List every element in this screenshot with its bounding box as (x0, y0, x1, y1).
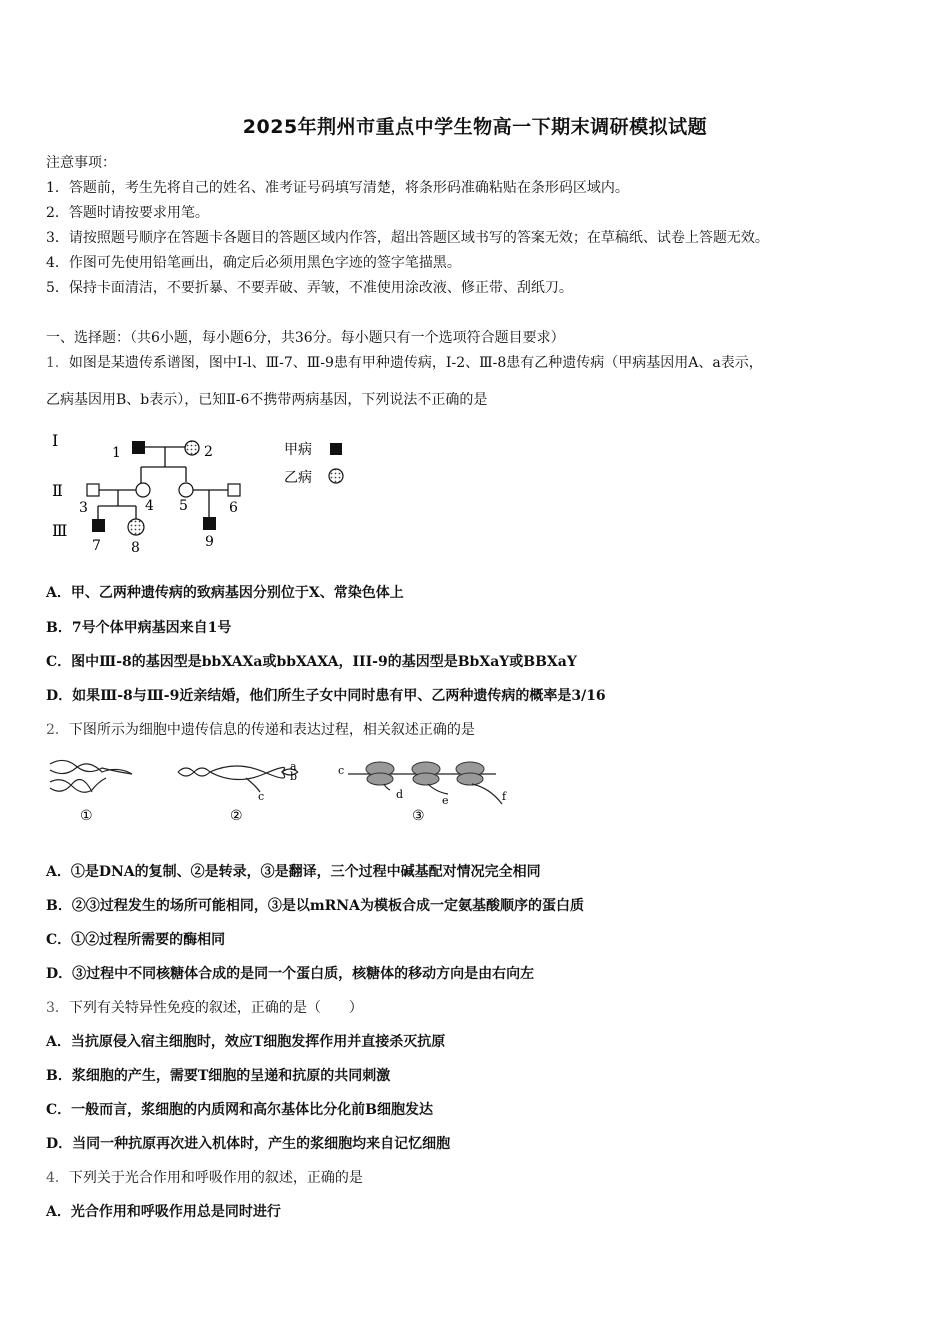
ribosome (457, 773, 483, 785)
question-number: 4． (46, 1170, 69, 1186)
individual-5-female (179, 483, 193, 497)
option: A．甲、乙两种遗传病的致病基因分别位于X、常染色体上 (46, 585, 404, 601)
gene-expression-figure (46, 752, 526, 832)
option: A．①是DNA的复制、②是转录，③是翻译，三个过程中碱基配对情况完全相同 (46, 864, 541, 880)
individual-4-female (136, 483, 150, 497)
option: B．②③过程发生的场所可能相同，③是以mRNA为模板合成一定氨基酸顺序的蛋白质 (46, 898, 584, 914)
individual-1-affected-male (132, 441, 145, 454)
individual-label: 4 (145, 498, 154, 514)
strand-letter: d (396, 788, 404, 801)
section-heading: 一、选择题：（共6小题，每小题6分，共36分。每小题只有一个选项符合题目要求） (46, 330, 565, 346)
individual-7-affected-male (92, 519, 105, 532)
option: B．7号个体甲病基因来自1号 (46, 620, 232, 636)
option: C．一般而言，浆细胞的内质网和高尔基体比分化前B细胞发达 (46, 1102, 433, 1118)
option: C．图中Ⅲ-8的基因型是bbXAXa或bbXAXA，III-9的基因型是BbXaY或BBXaY (46, 654, 577, 670)
notice-item: 2．答题时请按要求用笔。 (46, 205, 209, 221)
question-number: 1． (46, 355, 69, 371)
question-3-stem (46, 997, 363, 1017)
individual-label: 1 (112, 445, 121, 461)
strand-letter: c (258, 790, 265, 803)
strand-letter: c (338, 764, 345, 777)
individual-label: 7 (92, 538, 101, 554)
option: B．浆细胞的产生，需要T细胞的呈递和抗原的共同刺激 (46, 1068, 391, 1084)
question-text: 下列关于光合作用和呼吸作用的叙述，正确的是 (68, 1170, 363, 1186)
option: A．当抗原侵入宿主细胞时，效应T细胞发挥作用并直接杀灭抗原 (46, 1034, 446, 1050)
question-4-stem (46, 1167, 363, 1187)
option: C．①②过程所需要的酶相同 (46, 932, 226, 948)
strand-letter: f (502, 790, 507, 803)
legend-disease-b-symbol (329, 469, 343, 483)
question-number: 2． (46, 722, 69, 738)
notice-item: 1．答题前，考生先将自己的姓名、准考证号码填写清楚，将条形码准确粘贴在条形码区域内。 (46, 180, 629, 196)
pedigree-figure (46, 424, 366, 564)
question-text: 下图所示为细胞中遗传信息的传递和表达过程，相关叙述正确的是 (68, 722, 475, 738)
individual-label: 5 (179, 498, 188, 514)
legend-label: 乙病 (284, 470, 312, 486)
individual-label: 3 (79, 500, 88, 516)
strand-letter: b (290, 770, 298, 783)
individual-9-affected-male (203, 517, 216, 530)
individual-label: 6 (229, 500, 238, 516)
individual-3-male (87, 484, 99, 496)
individual-8-affected-female (128, 519, 144, 535)
option: D．③过程中不同核糖体合成的是同一个蛋白质，核糖体的移动方向是由右向左 (46, 966, 535, 982)
individual-2-affected-female (185, 441, 199, 455)
notice-item: 3．请按照题号顺序在答题卡各题目的答题区域内作答，超出答题区域书写的答案无效；在草稿纸、试卷上答题无效。 (46, 230, 769, 246)
notice-item: 4．作图可先使用铅笔画出，确定后必须用黑色字迹的签字笔描黑。 (46, 255, 461, 271)
ribosome (413, 773, 439, 785)
question-text: 下列有关特异性免疫的叙述，正确的是（ ） (68, 1000, 363, 1016)
question-number: 3． (46, 1000, 69, 1016)
legend-disease-a-symbol (330, 443, 342, 455)
process-label: ② (230, 808, 243, 824)
page-title: 2025年荆州市重点中学生物高一下期末调研模拟试题 (242, 116, 708, 138)
option: A．光合作用和呼吸作用总是同时进行 (46, 1204, 281, 1220)
question-1-stem-cont: 乙病基因用B、b表示），已知Ⅱ-6不携带两病基因，下列说法不正确的是 (46, 392, 488, 408)
strand-letter: a (290, 760, 297, 773)
question-1-stem (46, 352, 763, 372)
ribosome (367, 773, 393, 785)
generation-label: Ⅲ (52, 521, 68, 540)
individual-label: 9 (205, 534, 214, 550)
generation-label: Ⅱ (52, 481, 63, 500)
generation-label: Ⅰ (52, 431, 59, 450)
legend-label: 甲病 (284, 442, 312, 458)
notice-item: 5．保持卡面清洁，不要折暴、不要弄破、弄皱，不准使用涂改液、修正带、刮纸刀。 (46, 280, 573, 296)
question-text: 如图是某遗传系谱图，图中Ⅰ-l、Ⅲ-7、Ⅲ-9患有甲种遗传病，Ⅰ-2、Ⅲ-8患有乙种遗传病（甲病基因用A、a表示， (68, 355, 763, 371)
individual-label: 2 (204, 444, 213, 460)
question-2-stem (46, 719, 475, 739)
option: D．如果Ⅲ-8与Ⅲ-9近亲结婚，他们所生子女中同时患有甲、乙两种遗传病的概率是3/16 (46, 688, 606, 704)
process-label: ① (80, 808, 93, 824)
notice-heading: 注意事项： (46, 155, 116, 171)
individual-label: 8 (131, 540, 140, 556)
individual-6-male (228, 484, 240, 496)
option: D．当同一种抗原再次进入机体时，产生的浆细胞均来自记忆细胞 (46, 1136, 451, 1152)
process-label: ③ (412, 808, 425, 824)
strand-letter: e (442, 794, 449, 807)
